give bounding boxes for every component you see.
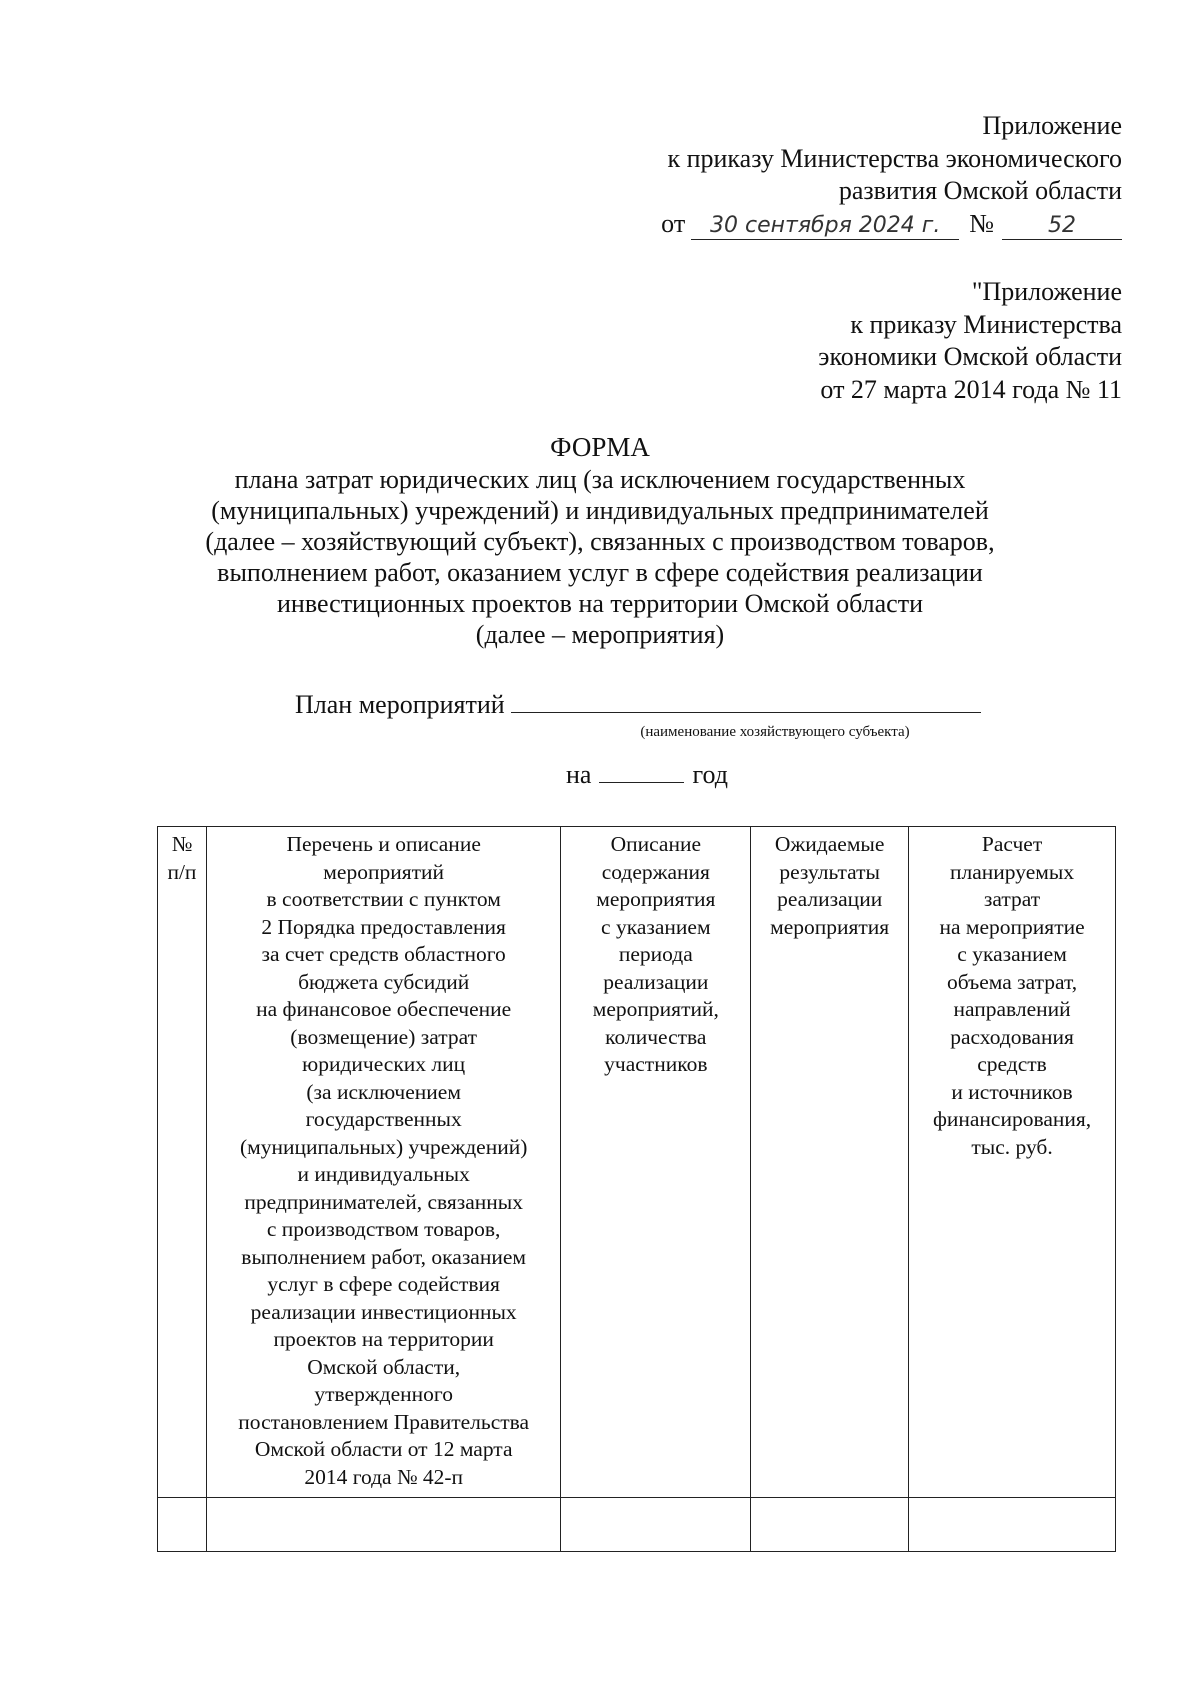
header-line: предпринимателей, связанных	[244, 1189, 523, 1214]
header-line: периода	[618, 942, 693, 966]
header-line: расходования	[950, 1024, 1074, 1049]
header-line: затрат	[983, 887, 1041, 911]
appendix-line: к приказу Министерства экономического	[667, 143, 1122, 173]
appendix-date-line	[661, 208, 1122, 241]
header-line: планируемых	[950, 859, 1075, 884]
plan-line	[295, 690, 981, 720]
header-line: выполнением работ, оказанием	[241, 1244, 527, 1269]
form-line: (далее – хозяйствующий субъект), связанных с производством товаров,	[205, 527, 995, 556]
header-cell	[751, 827, 909, 1498]
header-line: направлений	[953, 997, 1071, 1021]
header-line: в соответствии с пунктом	[266, 887, 501, 911]
form-line: инвестиционных проектов на территории Омской области	[277, 589, 923, 618]
form-heading: ФОРМА	[550, 432, 650, 462]
year-prefix: на	[566, 760, 592, 789]
year-line	[566, 760, 728, 790]
header-line: №	[171, 832, 193, 856]
header-cell	[561, 827, 751, 1498]
header-line: 2 Порядка предоставления	[261, 914, 506, 939]
header-line: мероприятия	[770, 914, 890, 939]
form-title	[160, 432, 1040, 650]
header-line: Омской области от 12 марта	[254, 1437, 513, 1461]
header-line: постановлением Правительства	[238, 1409, 530, 1434]
plan-table	[157, 826, 1116, 1552]
header-line: реализации	[777, 887, 883, 911]
header-line: содержания	[601, 859, 710, 884]
header-line: юридических лиц	[302, 1052, 466, 1076]
header-cell	[909, 827, 1116, 1498]
header-line: результаты	[779, 859, 880, 884]
header-line: 2014 года № 42-п	[304, 1464, 464, 1489]
header-line: проектов на территории	[273, 1327, 494, 1351]
table-cell	[158, 1498, 207, 1552]
header-line: услуг в сфере содействия	[267, 1272, 500, 1296]
table-cell	[751, 1498, 909, 1552]
header-line: бюджета субсидий	[298, 969, 470, 994]
table-cell	[206, 1498, 560, 1552]
appendix-line: к приказу Министерства	[850, 309, 1122, 339]
header-line: (возмещение) затрат	[290, 1024, 478, 1049]
header-line: п/п	[167, 859, 197, 884]
header-line: Описание	[610, 832, 702, 856]
year-suffix: год	[692, 760, 728, 789]
header-line: на финансовое обеспечение	[256, 997, 512, 1021]
appendix-title: Приложение	[982, 111, 1122, 140]
header-line: тыс. руб.	[971, 1134, 1053, 1159]
header-cell	[206, 827, 560, 1498]
appendix-title: "Приложение	[971, 277, 1122, 306]
table-cell	[561, 1498, 751, 1552]
header-line: мероприятия	[596, 887, 716, 911]
handwritten-date: 30 сентября 2024 г.	[691, 213, 959, 240]
appendix-line: развития Омской области	[838, 176, 1122, 205]
header-line: с указанием	[601, 914, 711, 939]
plan-label: План мероприятий	[295, 690, 505, 719]
header-line: реализации	[603, 969, 709, 994]
header-line: реализации инвестиционных	[250, 1299, 517, 1324]
plan-name-blank	[511, 690, 981, 713]
header-line: (за исключением	[306, 1079, 461, 1104]
plan-caption: (наименование хозяйствующего субъекта)	[640, 724, 910, 740]
appendix-line: от 27 марта 2014 года № 11	[820, 374, 1122, 404]
date-prefix: от	[661, 208, 686, 238]
table-cell	[909, 1498, 1116, 1552]
header-line: количества	[605, 1024, 707, 1049]
year-blank	[599, 762, 684, 783]
header-line: с указанием	[957, 942, 1067, 966]
header-line: Перечень и описание	[286, 832, 481, 856]
form-line: плана затрат юридических лиц (за исключением государственных	[234, 465, 966, 494]
header-line: государственных	[305, 1107, 462, 1131]
appendix-line: экономики Омской области	[818, 342, 1122, 371]
table-row	[158, 1498, 1116, 1552]
header-line: утвержденного	[314, 1382, 453, 1406]
form-line: выполнением работ, оказанием услуг в сфере содействия реализации	[217, 558, 983, 587]
header-line: Ожидаемые	[774, 832, 885, 856]
header-line: и источников	[951, 1079, 1073, 1104]
header-line: на мероприятие	[939, 914, 1085, 939]
appendix-original	[818, 276, 1122, 406]
header-line: средств	[977, 1052, 1047, 1076]
header-line: финансирования,	[932, 1107, 1092, 1131]
header-line: участников	[604, 1052, 708, 1076]
header-line: мероприятий,	[592, 997, 719, 1021]
table-header-row	[158, 827, 1116, 1498]
form-line: (далее – мероприятия)	[475, 620, 725, 649]
header-line: (муниципальных) учреждений)	[239, 1134, 528, 1159]
header-line: и индивидуальных	[297, 1162, 470, 1186]
number-prefix: №	[969, 208, 994, 238]
header-line: за счет средств областного	[261, 942, 506, 966]
appendix-current	[661, 110, 1122, 240]
handwritten-number: 52	[1002, 213, 1122, 240]
header-cell	[158, 827, 207, 1498]
header-line: Расчет	[981, 832, 1043, 856]
header-line: мероприятий	[323, 859, 445, 884]
header-line: объема затрат,	[946, 969, 1078, 994]
header-line: Омской области,	[307, 1354, 461, 1379]
header-line: с производством товаров,	[266, 1217, 501, 1241]
form-line: (муниципальных) учреждений) и индивидуальных предпринимателей	[211, 496, 989, 525]
